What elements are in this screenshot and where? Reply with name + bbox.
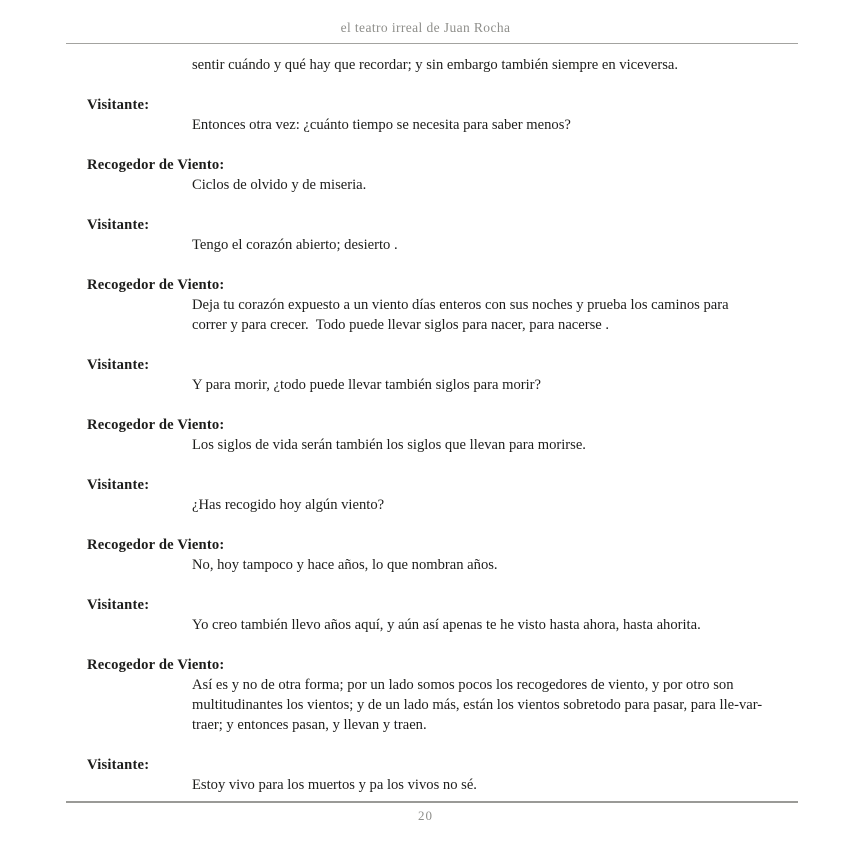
dialogue-block [87, 655, 765, 735]
dialogue-block [87, 415, 765, 455]
dialogue-block [87, 535, 765, 575]
dialogue-block [87, 595, 765, 635]
header-rule [66, 43, 798, 44]
speaker-name: Visitante: [87, 597, 150, 613]
dialogue-text: Los siglos de vida serán también los siglos que llevan para morirse. [192, 437, 586, 453]
dialogue-block [87, 155, 765, 195]
dialogue-text: Así es y no de otra forma; por un lado somos pocos los recogedores de viento, y por otro son multitudinantes los vientos; y de un lado más, están los vientos sobretodo para pasar, para lle-var-traer; y entonces pasan, y llevan y traen. [192, 677, 763, 733]
continuation-paragraph: sentir cuándo y qué hay que recordar; y sin embargo también siempre en viceversa. [192, 57, 679, 73]
dialogue-text: Y para morir, ¿todo puede llevar también siglos para morir? [192, 377, 542, 393]
dialogue-block [87, 475, 765, 515]
dialogue-text: Estoy vivo para los muertos y pa los vivos no sé. [192, 777, 477, 793]
speaker-name: Recogedor de Viento: [87, 417, 225, 433]
speaker-name: Recogedor de Viento: [87, 277, 225, 293]
speaker-name: Visitante: [87, 97, 150, 113]
speaker-name: Recogedor de Viento: [87, 537, 225, 553]
dialogue-block [87, 95, 765, 135]
dialogue-block [87, 755, 765, 795]
running-header-title: el teatro irreal de Juan Rocha [340, 20, 511, 35]
dialogue-text: Entonces otra vez: ¿cuánto tiempo se necesita para saber menos? [192, 117, 571, 133]
speaker-name: Visitante: [87, 477, 150, 493]
speaker-name: Visitante: [87, 357, 150, 373]
dialogue-block [87, 215, 765, 255]
dialogue-text: Tengo el corazón abierto; desierto . [192, 237, 398, 253]
speaker-name: Visitante: [87, 757, 150, 773]
dialogue-block [87, 275, 765, 335]
page-number: 20 [418, 808, 433, 823]
speaker-name: Visitante: [87, 217, 150, 233]
dialogue-text: No, hoy tampoco y hace años, lo que nombran años. [192, 557, 498, 573]
dialogue-block [87, 355, 765, 395]
footer-rule [66, 801, 798, 803]
dialogue-text: Ciclos de olvido y de miseria. [192, 177, 367, 193]
dialogue-text: Yo creo también llevo años aquí, y aún así apenas te he visto hasta ahora, hasta ahorita. [192, 617, 701, 633]
page-content [87, 55, 765, 795]
speaker-name: Recogedor de Viento: [87, 157, 225, 173]
dialogue-text: Deja tu corazón expuesto a un viento días enteros con sus noches y prueba los caminos para correr y para crecer. Todo puede llevar siglos para nacer, para nacerse . [192, 297, 733, 333]
dialogue-text: ¿Has recogido hoy algún viento? [192, 497, 385, 513]
speaker-name: Recogedor de Viento: [87, 657, 225, 673]
